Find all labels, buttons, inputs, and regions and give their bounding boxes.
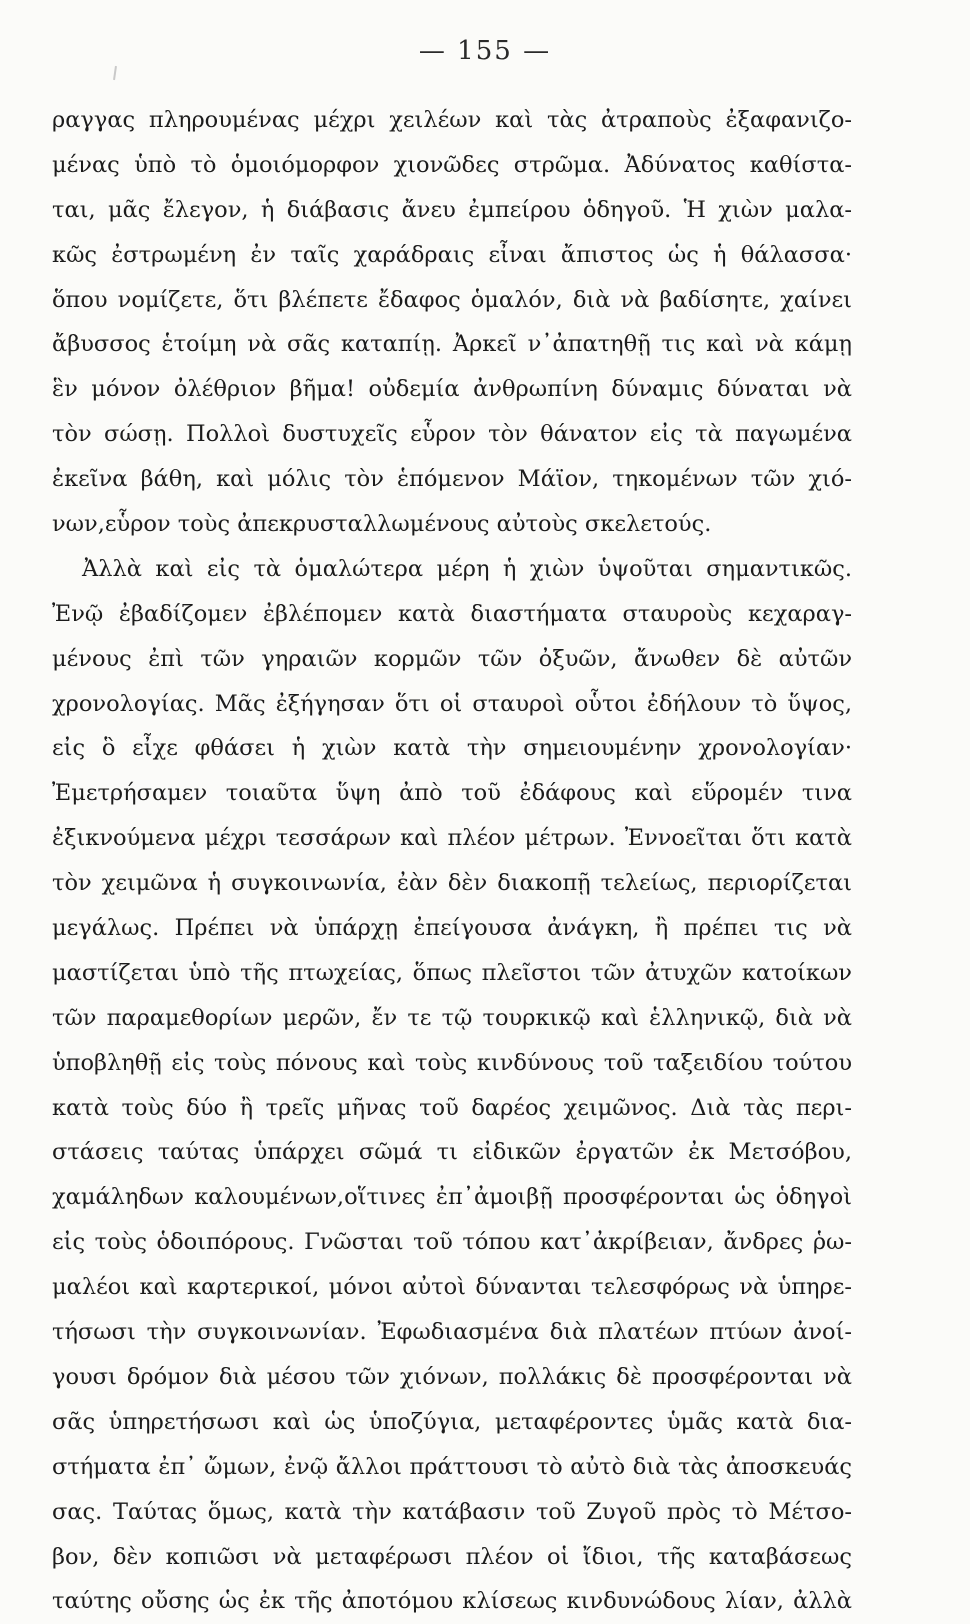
text-line: ὅπου νομίζετε, ὅτι βλέπετε ἔδαφος ὁμαλόν, διὰ νὰ βαδίσητε, χαίνει (52, 286, 852, 313)
text-line: εἰς τοὺς ὁδοιπόρους. Γνῶσται τοῦ τόπου κατ᾽ἀκρίβειαν, ἄνδρες ῥω- (52, 1229, 852, 1256)
text-line: Ἐμετρήσαμεν τοιαῦτα ὕψη ἀπὸ τοῦ ἐδάφους καὶ εὕρομέν τινα (52, 780, 852, 807)
text-line: τῶν παραμεθορίων μερῶν, ἔν τε τῷ τουρκικῷ καὶ ἑλληνικῷ, διὰ νὰ (52, 1004, 852, 1031)
text-line: βον, δὲν κοπιῶσι νὰ μεταφέρωσι πλέον οἱ ἴδιοι, τῆς καταβάσεως (52, 1543, 852, 1570)
text-line: μένους ἐπὶ τῶν γηραιῶν κορμῶν τῶν ὀξυῶν, ἄνωθεν δὲ αὐτῶν (52, 645, 852, 672)
text-line: ὑποβληθῇ εἰς τοὺς πόνους καὶ τοὺς κινδύνους τοῦ ταξειδίου τούτου (52, 1049, 852, 1076)
text-line: ἐκεῖνα βάθη, καὶ μόλις τὸν ἑπόμενον Μάϊον, τηκομένων τῶν χιό- (52, 466, 852, 493)
page-number: — 155 — (418, 36, 552, 66)
text-line: ταύτης οὔσης ὡς ἐκ τῆς ἀποτόμου κλίσεως κινδυνώδους λίαν, ἀλλὰ (52, 1588, 852, 1615)
text-line: νων,εὗρον τοὺς ἀπεκρυσταλλωμένους αὐτοὺς σκελετούς. (52, 511, 712, 538)
text-line: μαστίζεται ὑπὸ τῆς πτωχείας, ὅπως πλεῖστοι τῶν ἀτυχῶν κατοίκων (52, 959, 852, 986)
text-line: τὸν σώσῃ. Πολλοὶ δυστυχεῖς εὗρον τὸν θάνατον εἰς τὰ παγωμένα (52, 421, 852, 448)
text-line: χρονολογίας. Μᾶς ἐξήγησαν ὅτι οἱ σταυροὶ οὗτοι ἐδήλουν τὸ ὕψος, (52, 690, 852, 717)
text-line: ἐξικνούμενα μέχρι τεσσάρων καὶ πλέον μέτρων. Ἐννοεῖται ὅτι κατὰ (52, 825, 852, 852)
text-line: τήσωσι τὴν συγκοινωνίαν. Ἐφωδιασμένα διὰ πλατέων πτύων ἀνοί- (52, 1319, 852, 1346)
text-line: χαμάληδων καλουμένων,οἵτινες ἐπ᾽ἀμοιβῇ προσφέρονται ὡς ὁδηγοὶ (52, 1184, 852, 1211)
text-line: μεγάλως. Πρέπει νὰ ὑπάρχῃ ἐπείγουσα ἀνάγκη, ἢ πρέπει τις νὰ (52, 915, 852, 942)
text-line: Ἐνῷ ἐβαδίζομεν ἐβλέπομεν κατὰ διαστήματα σταυροὺς κεχαραγ- (52, 600, 852, 627)
text-line: στάσεις ταύτας ὑπάρχει σῶμά τι εἰδικῶν ἐργατῶν ἐκ Μετσόβου, (52, 1139, 852, 1166)
text-line: σας. Ταύτας ὅμως, κατὰ τὴν κατάβασιν τοῦ Ζυγοῦ πρὸς τὸ Μέτσο- (52, 1498, 852, 1525)
text-line: κατὰ τοὺς δύο ἢ τρεῖς μῆνας τοῦ δαρέος χειμῶνος. Διὰ τὰς περι- (52, 1094, 852, 1121)
text-line: τὸν χειμῶνα ἡ συγκοινωνία, ἐὰν δὲν διακοπῇ τελείως, περιορίζεται (52, 870, 852, 897)
text-line: εἰς ὃ εἶχε φθάσει ἡ χιὼν κατὰ τὴν σημειουμένην χρονολογίαν· (52, 735, 852, 762)
text-line: κῶς ἐστρωμένη ἐν ταῖς χαράδραις εἶναι ἄπιστος ὡς ἡ θάλασσα· (52, 241, 852, 268)
text-line: ραγγας πληρουμένας μέχρι χειλέων καὶ τὰς ἀτραποὺς ἐξαφανιζο- (52, 107, 852, 133)
text-line: μένας ὑπὸ τὸ ὁμοιόμορφον χιονῶδες στρῶμα. Ἀδύνατος καθίστα- (52, 151, 852, 178)
text-line: στήματα ἐπ᾽ ὤμων, ἐνῷ ἄλλοι πράττουσι τὸ αὐτὸ διὰ τὰς ἀποσκευάς (52, 1453, 852, 1480)
text-line: σᾶς ὑπηρετήσωσι καὶ ὡς ὑποζύγια, μεταφέροντες ὑμᾶς κατὰ δια- (52, 1408, 852, 1435)
text-line: ται, μᾶς ἔλεγον, ἡ διάβασις ἄνευ ἐμπείρου ὁδηγοῦ. Ἡ χιὼν μαλα- (52, 196, 852, 223)
paragraph-first-line: Ἀλλὰ καὶ εἰς τὰ ὁμαλώτερα μέρη ἡ χιὼν ὑψοῦται σημαντικῶς. (82, 555, 852, 582)
body-text (52, 98, 852, 1624)
page-mark (113, 66, 117, 80)
text-line: μαλέοι καὶ καρτερικοί, μόνοι αὐτοὶ δύνανται τελεσφόρως νὰ ὑπηρε- (52, 1274, 852, 1301)
text-line: ἓν μόνον ὀλέθριον βῆμα! οὐδεμία ἀνθρωπίνη δύναμις δύναται νὰ (52, 376, 852, 403)
text-line: ἄβυσσος ἑτοίμη νὰ σᾶς καταπίῃ. Ἀρκεῖ ν᾽ἀπατηθῇ τις καὶ νὰ κάμῃ (52, 331, 852, 358)
text-line: γουσι δρόμον διὰ μέσου τῶν χιόνων, πολλάκις δὲ προσφέρονται νὰ (52, 1363, 852, 1390)
